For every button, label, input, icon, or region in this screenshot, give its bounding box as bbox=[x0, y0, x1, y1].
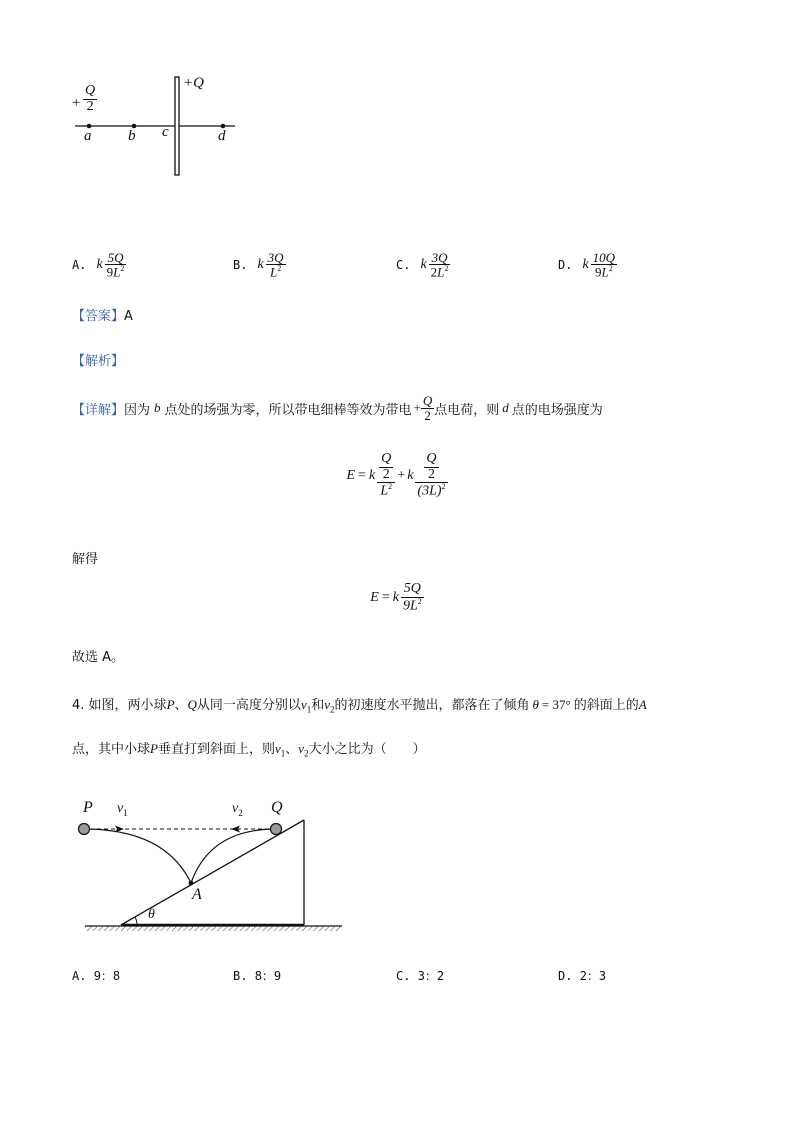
eq1-term2: $\frac{\frac{Q}{2}}{(3L)^2}$ bbox=[417, 451, 446, 500]
option-fraction: $\frac{5Q}{9L^2}$ bbox=[106, 249, 125, 280]
option-label: D. bbox=[558, 258, 573, 272]
ball-q bbox=[271, 824, 282, 835]
option-k: k bbox=[96, 257, 103, 272]
point-a-label: A bbox=[192, 886, 202, 903]
q4-option-a[interactable]: A. 9：8 bbox=[72, 969, 121, 983]
eq2-fraction: $\frac{5Q}{9L^2}$ bbox=[402, 581, 422, 614]
q3-option-b[interactable] bbox=[233, 246, 286, 284]
charge-left-den: 2 bbox=[83, 99, 97, 115]
theta-arc bbox=[135, 917, 137, 925]
equation-result: E = k $\frac{5Q}{9L^2}$ bbox=[370, 581, 422, 614]
charge-left-num: Q bbox=[85, 83, 96, 98]
detail-fraction: $\frac{Q}{2}$ bbox=[422, 392, 433, 423]
conclusion-text: 故选 A。 bbox=[72, 650, 125, 665]
charge-left-sign: + bbox=[72, 95, 81, 111]
v2-label: $v_2$ bbox=[232, 801, 243, 818]
point-d-label: d bbox=[218, 128, 226, 144]
question-number: 4. bbox=[72, 698, 85, 713]
solve-text: 解得 bbox=[72, 552, 99, 567]
answer-value: A bbox=[124, 309, 133, 324]
option-label: B. bbox=[233, 258, 248, 272]
analysis-tag: 【解析】 bbox=[72, 354, 125, 369]
point-a-dot bbox=[189, 881, 194, 886]
eq1-term1: $\frac{\frac{Q}{2}}{L^2}$ bbox=[377, 452, 395, 500]
answer-line bbox=[72, 305, 133, 324]
q4-option-d[interactable]: D. 2：3 bbox=[558, 969, 607, 983]
option-label: C. bbox=[396, 258, 411, 272]
trajectory-p bbox=[84, 829, 191, 883]
ball-q-label: Q bbox=[271, 799, 283, 816]
q3-option-a[interactable] bbox=[72, 246, 126, 284]
ground-hatch bbox=[85, 926, 342, 931]
q4-option-b[interactable]: B. 8：9 bbox=[233, 969, 282, 983]
analysis-line bbox=[72, 350, 124, 369]
v1-label: $v_1$ bbox=[117, 801, 128, 818]
option-fraction: $\frac{3Q}{2L^2}$ bbox=[430, 249, 449, 280]
option-k: k bbox=[420, 257, 427, 272]
trajectory-q bbox=[191, 829, 276, 883]
option-label: A. bbox=[72, 258, 87, 272]
detail-paragraph: 【详解】 因为 b 点处的场强为零，所以带电细棒等效为带电 + $\frac{Q}{2}$ 点电荷，则 d 点的电场强度为 bbox=[72, 392, 603, 423]
point-a-label: a bbox=[84, 128, 92, 144]
ball-p-label: P bbox=[83, 799, 93, 816]
option-k: k bbox=[257, 257, 264, 272]
theta-label: θ bbox=[148, 907, 155, 922]
point-c-label: c bbox=[162, 124, 169, 140]
rod-charge-label: +Q bbox=[183, 75, 204, 91]
option-fraction: $\frac{3Q}{L^2}$ bbox=[267, 249, 284, 280]
q4-line2: 点，其中小球P垂直打到斜面上，则$v_1$、$v_2$大小之比为（ ） bbox=[72, 741, 426, 759]
q4-line1: 4. 如图，两小球P、Q从同一高度分别以$v_1$和$v_2$的初速度水平抛出，都落在了倾角 θ = 37° 的斜面上的A bbox=[72, 697, 647, 715]
point-b-label: b bbox=[128, 128, 136, 144]
ball-p bbox=[79, 824, 90, 835]
var-b: b bbox=[154, 400, 161, 415]
q3-option-d[interactable] bbox=[558, 246, 617, 284]
figure-incline-projectiles bbox=[70, 795, 360, 940]
q4-option-c[interactable]: C. 3：2 bbox=[396, 969, 445, 983]
detail-tag: 【详解】 bbox=[72, 402, 125, 418]
charged-rod bbox=[175, 77, 179, 175]
answer-tag: 【答案】 bbox=[72, 309, 125, 324]
charge-left-fraction bbox=[83, 84, 97, 114]
equation-field: E = k $\frac{\frac{Q}{2}}{L^2}$ + k $\frac{\frac{Q}{2}}{(3L)^2}$ bbox=[346, 451, 446, 500]
q3-option-c[interactable] bbox=[396, 246, 450, 284]
var-d: d bbox=[502, 400, 509, 415]
option-fraction: $\frac{10Q}{9L^2}$ bbox=[592, 249, 616, 280]
option-k: k bbox=[582, 257, 589, 272]
